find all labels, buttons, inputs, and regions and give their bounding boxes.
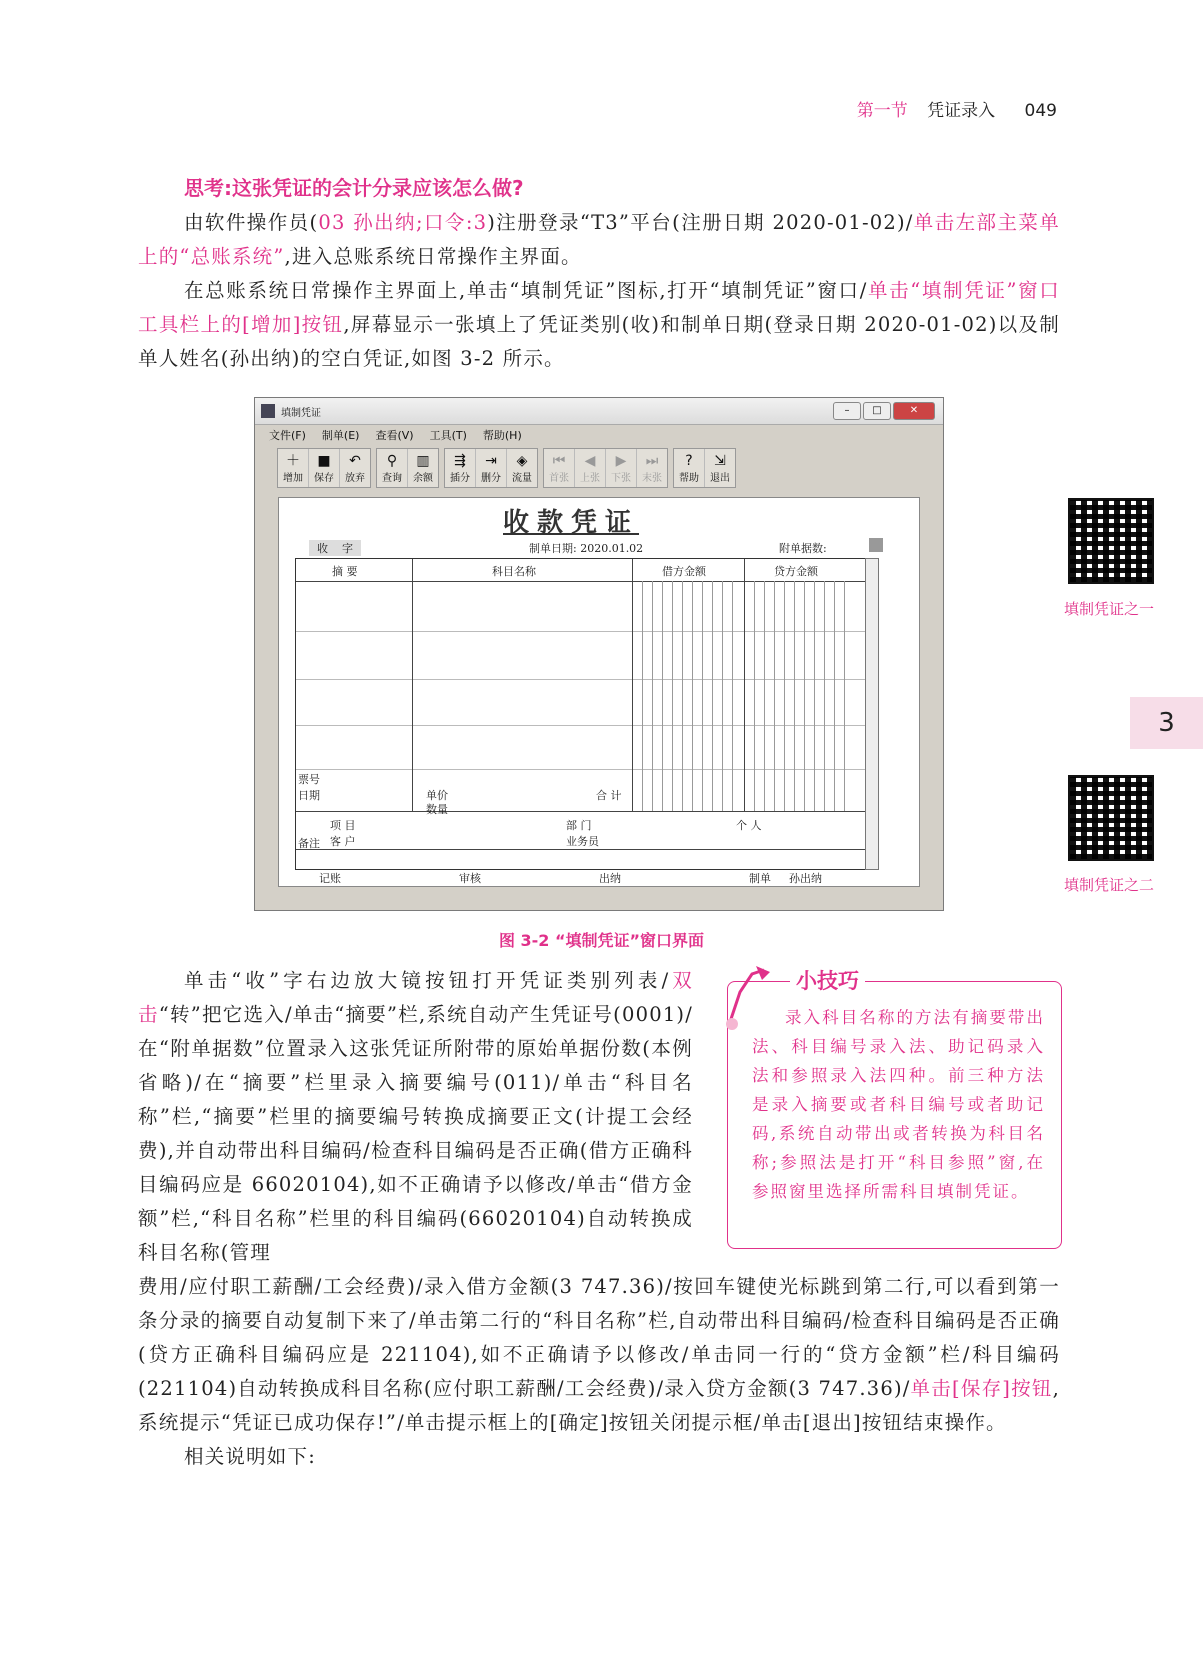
qr-code-icon: [1068, 498, 1154, 584]
menu-bar: [255, 425, 943, 445]
person-label: 个 人: [736, 819, 762, 832]
col-summary[interactable]: 摘 要: [332, 565, 358, 578]
project-label: 项 目: [330, 819, 356, 832]
voucher-title: 收款凭证: [503, 508, 640, 538]
button-label: 首张: [549, 472, 569, 484]
running-header: [857, 96, 1057, 121]
help-icon: ?: [685, 452, 693, 469]
cashier-label: 出纳: [599, 872, 621, 885]
last-icon: ⏭: [645, 452, 659, 469]
chapter-tab: 3: [1130, 697, 1203, 749]
balance-button[interactable]: [408, 449, 438, 487]
save-button[interactable]: [309, 449, 340, 487]
col-account[interactable]: 科目名称: [492, 565, 536, 578]
qr-label-1: 填制凭证之一: [1064, 600, 1155, 618]
button-label: 删分: [481, 472, 501, 484]
window-titlebar: [255, 398, 943, 425]
entry-grid: [295, 558, 867, 870]
attachments-label[interactable]: 附单据数:: [779, 542, 827, 555]
menu-help[interactable]: 帮助(H): [482, 429, 522, 442]
button-label: 下张: [611, 472, 631, 484]
button-label: 增加: [283, 472, 303, 484]
remark-label: 备注: [298, 837, 320, 850]
quantity-label: 数量: [426, 803, 448, 816]
vertical-scrollbar[interactable]: [865, 558, 879, 870]
undo-icon: ↶: [349, 452, 361, 469]
voucher-type-suffix: 字: [342, 542, 353, 555]
exit-button[interactable]: [705, 449, 735, 487]
menu-tools[interactable]: 工具(T): [429, 429, 467, 442]
button-label: 余额: [413, 472, 433, 484]
text: “转”把它选入/单击“摘要”栏,系统自动产生凭证号(0001)/在“附单据数”位置录入这张凭证所附带的原始单据份数(本例省略)/在“摘要”栏里录入摘要编号(011)/单击“科目名称”栏,“摘要”栏里的摘要编号转换成摘要正文(计提工会经费),并自动带出科目编码/检查科目编码是否正确(借方正确科目编码应是 66020104),如不正确请予以修改/单击“借方金额”栏,“科目名称”栏里的科目编码(66020104)自动转换成科目名称(管理: [138, 1003, 693, 1264]
button-label: 放弃: [345, 472, 365, 484]
cashflow-button[interactable]: [507, 449, 537, 487]
date-label: 日期: [298, 789, 320, 802]
discard-button[interactable]: [340, 449, 370, 487]
help-button[interactable]: [674, 449, 705, 487]
text: ,屏幕显示一张填上了凭证类别(收)和制单日期(登录日期 2020-01-02)以及制单人姓名(孙出纳)的空白凭证,如图 3-2 所示。: [138, 313, 1060, 370]
col-debit[interactable]: 借方金额: [662, 565, 706, 578]
maker-label: 制单: [749, 872, 771, 885]
window-title: 填制凭证: [281, 407, 321, 419]
next-button[interactable]: [606, 449, 637, 487]
department-label: 部 门: [566, 819, 592, 832]
insert-entry-button[interactable]: [445, 449, 476, 487]
paragraph-steps-part1: [138, 964, 693, 1270]
button-label: 查询: [382, 472, 402, 484]
add-button[interactable]: [278, 449, 309, 487]
delete-icon: ⇥: [485, 452, 497, 469]
text: 由软件操作员(: [184, 211, 319, 234]
qr-label-2: 填制凭证之二: [1064, 876, 1155, 894]
highlight-text: 单击[保存]按钮: [910, 1377, 1053, 1400]
text: ,进入总账系统日常操作主界面。: [284, 245, 582, 268]
text: 单击“收”字右边放大镜按钮打开凭证类别列表/: [184, 969, 670, 992]
qr-code-icon: [1068, 775, 1154, 861]
button-label: 上张: [580, 472, 600, 484]
col-credit[interactable]: 贷方金额: [774, 565, 818, 578]
button-label: 退出: [710, 472, 730, 484]
text: ,系统提示“凭证已成功保存!”/单击提示框上的[确定]按钮关闭提示框/单击[退出]按钮结束操作。: [138, 1377, 1060, 1434]
section-title: 凭证录入: [927, 101, 996, 121]
customer-label: 客 户: [330, 835, 356, 848]
salesman-label: 业务员: [566, 835, 599, 848]
maker-name: 孙出纳: [789, 872, 822, 885]
next-icon: ▶: [615, 452, 627, 469]
review-label: 审核: [459, 872, 481, 885]
highlight-text: 单击左部主菜单上的“总账系统”: [138, 211, 1061, 268]
highlight-text: 双击: [138, 969, 693, 1026]
voucher-type-field[interactable]: [309, 540, 361, 556]
highlight-text: 单击“填制凭证”窗口工具栏上的[增加]按钮: [138, 279, 1060, 336]
voucher-sheet: [278, 497, 920, 887]
save-icon: ■: [317, 452, 331, 469]
flow-icon: ◈: [516, 452, 528, 469]
page-number: 049: [1024, 101, 1057, 121]
menu-file[interactable]: 文件(F): [269, 429, 306, 442]
chart-icon: ▥: [416, 452, 430, 469]
menu-voucher[interactable]: 制单(E): [321, 429, 360, 442]
app-icon: [261, 404, 275, 418]
figure-caption: 图 3-2 “填制凭证”窗口界面: [498, 931, 705, 950]
button-label: 帮助: [679, 472, 699, 484]
prev-button[interactable]: [575, 449, 606, 487]
button-label: 保存: [314, 472, 334, 484]
query-button[interactable]: [377, 449, 408, 487]
paragraph-open-window: [138, 274, 1060, 376]
text: 在总账系统日常操作主界面上,单击“填制凭证”图标,打开“填制凭证”窗口/: [184, 279, 868, 302]
ticket-no-label: 票号: [298, 773, 320, 786]
exit-icon: ⇲: [714, 452, 726, 469]
think-heading: 思考:这张凭证的会计分录应该怎么做?: [184, 176, 524, 200]
button-label: 末张: [642, 472, 662, 484]
related-notes: 相关说明如下:: [184, 1445, 316, 1468]
highlight-text: 03 孙出纳;口令:3: [318, 211, 488, 234]
paragraph-login: [138, 206, 1060, 274]
section-label: 第一节: [856, 101, 908, 121]
unit-price-label: 单价: [426, 789, 448, 802]
first-icon: ⏮: [552, 452, 566, 469]
text: )注册登录“T3”平台(注册日期 2020-01-02)/: [487, 211, 914, 234]
bookkeeping-label: 记账: [319, 872, 341, 885]
tip-title: 小技巧: [790, 965, 865, 995]
paragraph-steps-part2: [138, 1270, 1060, 1440]
first-button[interactable]: [544, 449, 575, 487]
total-label: 合 计: [596, 789, 622, 802]
binoculars-icon: ⚲: [386, 452, 398, 469]
last-button[interactable]: [637, 449, 667, 487]
button-label: 流量: [512, 472, 532, 484]
prev-icon: ◀: [584, 452, 596, 469]
add-icon: ＋: [286, 452, 300, 469]
toolbar: [255, 445, 943, 492]
maximize-icon[interactable]: □: [863, 402, 891, 420]
voucher-type: 收: [317, 542, 328, 555]
button-label: 插分: [450, 472, 470, 484]
tip-text: 录入科目名称的方法有摘要带出法、科目编号录入法、助记码录入法和参照录入法四种。前三种方法是录入摘要或者科目编号或者助记码,系统自动带出或者转换为科目名称;参照法是打开“科目参照”窗,在参照窗里选择所需科目填制凭证。: [752, 1008, 1045, 1201]
magnifier-icon[interactable]: [869, 538, 883, 552]
minimize-icon[interactable]: –: [833, 402, 861, 420]
text: 费用/应付职工薪酬/工会经费)/录入借方金额(3 747.36)/按回车键使光标跳到第二行,可以看到第一条分录的摘要自动复制下来了/单击第二行的“科目名称”栏,自动带出科目编码/检查科目编码是否正确(贷方正确科目编码应是 221104),如不正确请予以修改/单击同一行的“贷方金额”栏/科目编码(221104)自动转换成科目名称(应付职工薪酬/工会经费)/录入贷方金额(3 747.36)/: [138, 1275, 1060, 1400]
delete-entry-button[interactable]: [476, 449, 507, 487]
close-icon[interactable]: ✕: [893, 402, 935, 420]
insert-icon: ⇶: [454, 452, 466, 469]
menu-view[interactable]: 查看(V): [375, 429, 414, 442]
make-date: 制单日期: 2020.01.02: [529, 542, 644, 555]
